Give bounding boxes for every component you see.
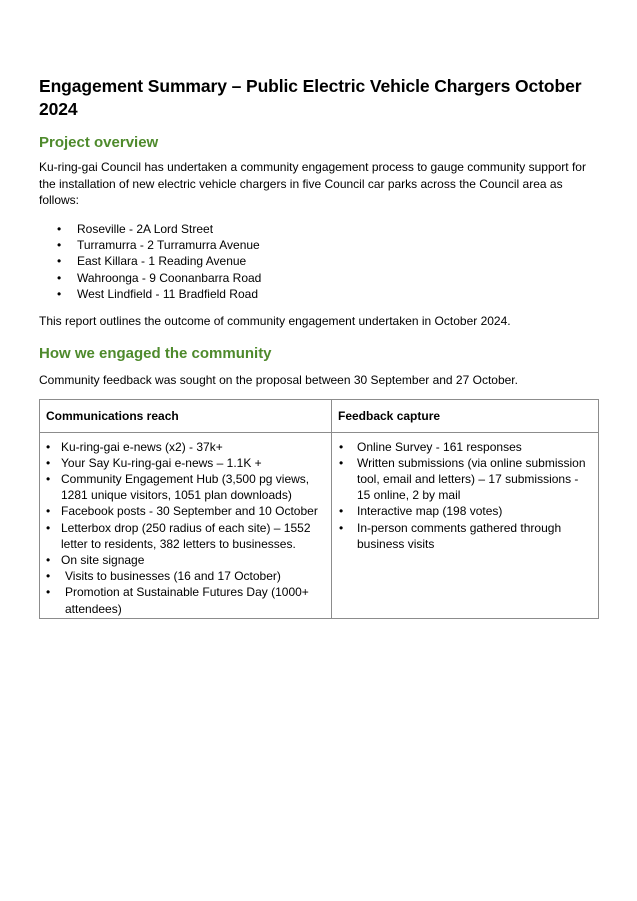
list-item: • Promotion at Sustainable Futures Day (1000+ attendees) [45,584,326,616]
document-content [39,75,599,619]
list-item: • Written submissions (via online submission tool, email and letters) – 17 submissions - 15 online, 2 by mail [337,455,593,504]
list-item: • Online Survey - 161 responses [337,439,593,455]
page-title: Engagement Summary – Public Electric Vehicle Chargers October 2024 [39,76,582,119]
table-header-row [40,399,599,432]
communications-reach-cell [40,432,332,618]
site-list-item: • Turramurra - 2 Turramurra Avenue [39,237,599,253]
section-heading-project-overview: Project overview [39,134,159,151]
engagement-table [39,399,599,619]
site-list-item: • Roseville - 2A Lord Street [39,221,599,237]
list-item: • Community Engagement Hub (3,500 pg views, 1281 unique visitors, 1051 plan downloads) [45,471,326,503]
site-list [39,221,599,303]
list-item: • Ku-ring-gai e-news (x2) - 37k+ [45,439,326,455]
list-item: • On site signage [45,552,326,568]
section-heading-how-we-engaged: How we engaged the community [39,345,272,363]
list-item: • Facebook posts - 30 September and 10 October [45,503,326,519]
feedback-period-paragraph: Community feedback was sought on the proposal between 30 September and 27 October. [39,373,518,388]
site-list-item: • East Killara - 1 Reading Avenue [39,253,599,269]
header-feedback-capture: Feedback capture [332,399,599,432]
feedback-capture-list [337,439,593,552]
outline-paragraph: This report outlines the outcome of community engagement undertaken in October 2024. [39,313,511,328]
feedback-capture-cell [332,432,599,618]
header-communications-reach: Communications reach [40,399,332,432]
overview-intro-paragraph: Ku-ring-gai Council has undertaken a community engagement process to gauge community support for the installation of new electric vehicle chargers in five Council car parks across the Council area as follows: [39,160,586,207]
site-list-item: • Wahroonga - 9 Coonanbarra Road [39,270,599,286]
communications-reach-list [45,439,326,617]
list-item: • Letterbox drop (250 radius of each site) – 1552 letter to residents, 382 letters to businesses. [45,520,326,552]
list-item: • Visits to businesses (16 and 17 October) [45,568,326,584]
site-list-item: • West Lindfield - 11 Bradfield Road [39,286,599,302]
list-item: • Your Say Ku-ring-gai e-news – 1.1K + [45,455,326,471]
list-item: • In-person comments gathered through business visits [337,520,593,552]
list-item: • Interactive map (198 votes) [337,503,593,519]
table-row [40,432,599,618]
